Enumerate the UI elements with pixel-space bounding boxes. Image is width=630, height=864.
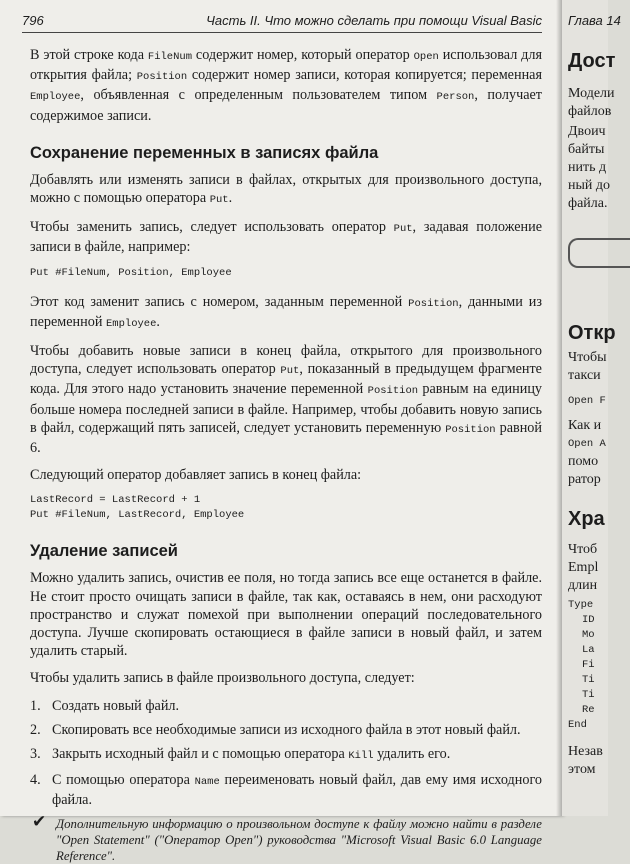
next-text: Двоич (568, 124, 606, 139)
paragraph: Чтобы добавить новые записи в конец файла, открытого для произвольного доступа, следует использовать оператор Put, показанный в предыдущем фрагменте кода. Для этого надо установить значение переменной Position равным на единицу больше номера последней записи в файле. Например, чтобы добавить новую запись в файл, содержащий пять записей, следует установить переменную Position равной 6. (30, 343, 543, 457)
next-text: ратор (568, 472, 601, 487)
next-text: длин (568, 578, 598, 593)
next-text: такси (568, 368, 601, 383)
intro-paragraph: В этой строке кода FileNum содержит номер, который оператор Open использовал для открытия файла; Position содержит номер записи, которая копируется; переменная Employee, объявленная с определенным пользователем типом Person, получает содержимое записи. (30, 47, 542, 124)
code-sample: Put #FileNum, Position, Employee (30, 266, 232, 279)
next-code: Fi (582, 659, 595, 671)
next-heading: Хра (568, 508, 605, 530)
next-text: Незав (568, 744, 603, 759)
list-item: 3. Закрыть исходный файл и с помощью оператора Kill удалить его. (30, 746, 451, 763)
next-heading: Дост (568, 50, 616, 72)
paragraph: Добавлять или изменять записи в файлах, открытых для произвольного доступа, можно с помощью оператора Put. (30, 171, 542, 207)
next-code: Open F (568, 395, 606, 407)
paragraph: Следующий оператор добавляет запись в конец файла: (30, 467, 362, 484)
reference-note: ✔ Дополнительную информацию о произвольном доступе к файлу можно найти в разделе "Open Statement" ("Оператор Open") руководства "Microsoft Visual Basic 6.0 Language Reference". (32, 811, 542, 863)
next-text: этом (568, 762, 596, 777)
running-header (22, 12, 542, 33)
next-code: Type (568, 599, 594, 611)
next-text: помо (568, 454, 599, 469)
next-code: La (582, 644, 595, 656)
paragraph: Можно удалить запись, очистив ее поля, но тогда запись все еще останется в файле. Не стоит просто очищать записи в файле, так как, оставаясь в нем, они расходуют пространство и служат помехой при выполнении операций последовательного доступа. Лучше скопировать остающиеся в файле записи в новый файл, и затем удалить старый. (30, 570, 542, 660)
list-item: 2. Скопировать все необходимые записи из исходного файла в этот новый файл. (30, 721, 521, 738)
next-heading: Откр (568, 322, 616, 344)
next-running-header: Глава 14 (568, 13, 621, 28)
paragraph: Чтобы заменить запись, следует использовать оператор Put, задавая положение записи в файле, например: (30, 219, 543, 256)
next-text: нить д (568, 160, 607, 175)
next-code: Open A (568, 438, 606, 450)
next-text: Как и (568, 418, 602, 433)
paragraph: Чтобы удалить запись в файле произвольного доступа, следует: (30, 670, 415, 687)
next-text: байты (568, 142, 605, 157)
checkmark-icon: ✔ (32, 811, 47, 831)
page-number: 796 (22, 13, 44, 28)
list-item: 4. С помощью оператора Name переименовать новый файл, дав ему имя исходного файла. (30, 772, 543, 809)
steps-list (30, 697, 542, 810)
next-text: Empl (568, 560, 599, 575)
note-box (568, 238, 630, 268)
next-text: Чтобы (568, 350, 607, 365)
next-text: файлов (568, 104, 612, 119)
next-text: Модели (568, 86, 615, 101)
next-text: файла. (568, 196, 608, 211)
list-item: 1. Создать новый файл. (30, 697, 180, 714)
next-text: ный до (568, 178, 611, 193)
code-sample: LastRecord = LastRecord + 1 Put #FileNum, LastRecord, Employee (30, 494, 245, 522)
next-code: Mo (582, 629, 595, 641)
book-page-right (562, 0, 621, 816)
next-code: End (568, 719, 587, 731)
page-body (30, 46, 542, 864)
running-title: Часть II. Что можно сделать при помощи Visual Basic (206, 13, 542, 28)
next-code: Ti (582, 674, 595, 686)
section-heading-save: Сохранение переменных в записях файла (30, 143, 379, 162)
next-code: ID (582, 614, 595, 626)
next-code: Re (582, 704, 595, 716)
next-text: Чтоб (568, 542, 598, 557)
paragraph: Этот код заменит запись с номером, заданным переменной Position, данными из переменной Employee. (30, 293, 542, 330)
section-heading-delete: Удаление записей (30, 542, 178, 561)
next-code: Ti (582, 689, 595, 701)
